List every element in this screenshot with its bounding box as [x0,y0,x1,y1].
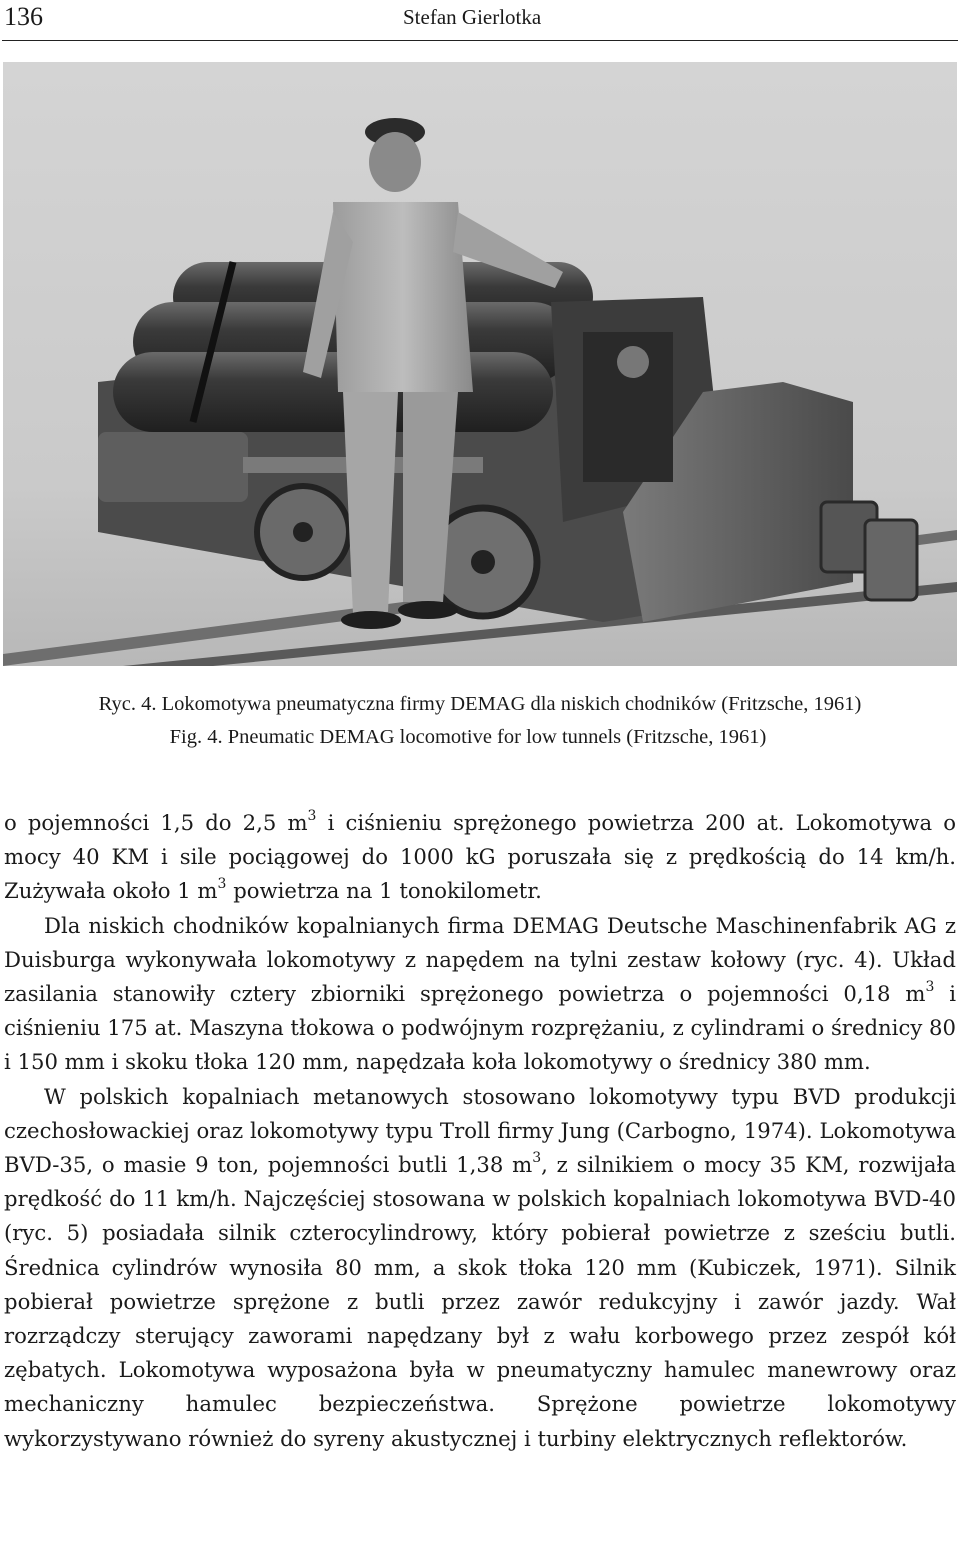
superscript: 3 [532,1149,542,1166]
page-number: 136 [4,2,43,31]
body-text [4,806,956,1456]
header-rule [2,40,958,41]
figure-captions [0,688,960,754]
text-run: i ciśnieniu sprężonego powietrza 200 at. Lokomotywa o mocy 40 KM i sile pociągowej do 1000 kG poruszała się z prędkością do 14 km/h. Zużywała około 1 m [4,810,956,904]
paragraph-3 [4,1080,956,1456]
text-run: i ciśnieniu 175 at. Maszyna tłokowa o podwójnym rozprężaniu, z cylindrami o średnicy 80 i 150 mm i skoku tłoka 120 mm, napędzała koła lokomotywy o średnicy 380 mm. [4,981,956,1075]
superscript: 3 [307,807,317,824]
locomotive-photo [3,62,957,666]
page-header [0,0,960,44]
figure-caption-english: Fig. 4. Pneumatic DEMAG locomotive for low tunnels (Fritzsche, 1961) [169,726,767,748]
text-run: powietrza na 1 tonokilometr. [226,878,542,904]
text-run: , z silnikiem o mocy 35 KM, rozwijała prędkość do 11 km/h. Najczęściej stosowana w polskich kopalniach lokomotywa BVD-40 (ryc. 5) posiadała silnik czterocylindrowy, który pobierał powietrze z sześciu butli. Średnica cylindrów wynosiła 80 mm, a skok tłoka 120 mm (Kubiczek, 1971). Silnik pobierał powietrze sprężone z butli przez zawór redukcyjny i zawór jazdy. Wał rozrządczy sterujący zaworami napędzany był z wału korbowego przez zespół kół zębatych. Lokomotywa wyposażona była w pneumatyczny hamulec manewrowy oraz mechaniczny hamulec bezpieczeństwa. Sprężone powietrze lokomotywy wykorzystywano również do syreny akustycznej i turbiny elektrycznych reflektorów. [4,1152,956,1451]
paragraph-1 [4,806,956,909]
text-run: Dla niskich chodników kopalnianych firma DEMAG Deutsche Maschinenfabrik AG z Duisburga wykonywała lokomotywy z napędem na tylni zestaw kołowy (ryc. 4). Układ zasilania stanowiły cztery zbiorniki sprężonego powietrza o pojemności 0,18 m [4,912,956,1007]
superscript: 3 [217,876,227,893]
running-head-author: Stefan Gierlotka [403,5,542,29]
text-run: W polskich kopalniach metanowych stosowano lokomotywy typu BVD produkcji czechosłowackiej oraz lokomotywy typu Troll firmy Jung (Carbogno, 1974). Lokomotywa BVD-35, o masie 9 ton, pojemności butli 1,38 m [4,1083,956,1178]
figure-caption-polish: Ryc. 4. Lokomotywa pneumatyczna firmy DEMAG dla niskich chodników (Fritzsche, 1961) [98,693,862,715]
text-run: o pojemności 1,5 do 2,5 m [4,810,308,835]
paragraph-2 [4,909,956,1080]
superscript: 3 [925,978,935,995]
